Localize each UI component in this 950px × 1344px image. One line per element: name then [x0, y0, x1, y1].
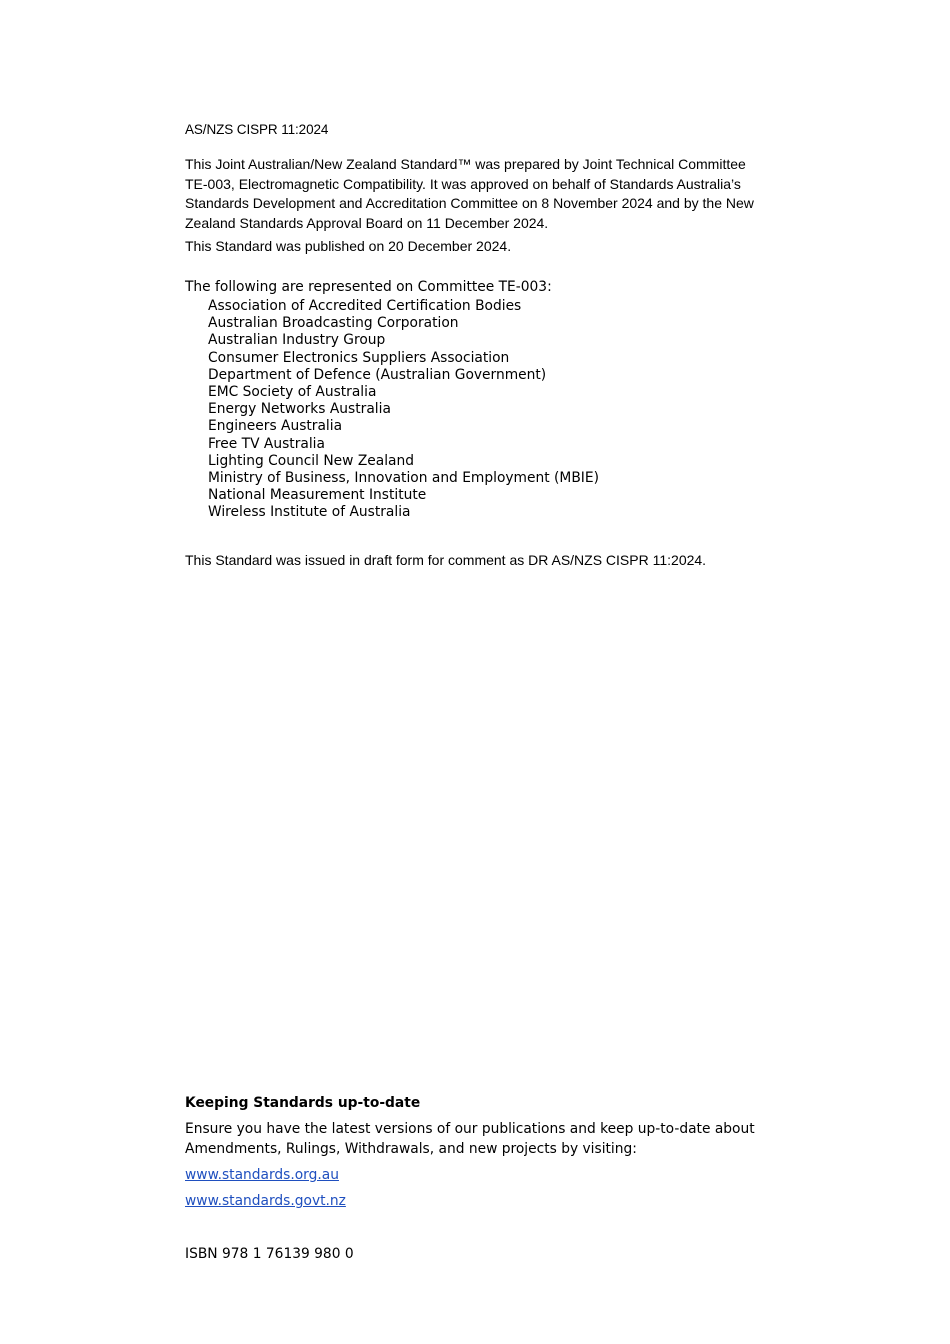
committee-member: Consumer Electronics Suppliers Association [208, 349, 510, 366]
committee-member: Lighting Council New Zealand [208, 452, 415, 469]
committee-member-list [185, 298, 599, 522]
publication-statement: This Standard was published on 20 December 2024. [185, 238, 512, 254]
keeping-up-to-date-heading: Keeping Standards up-to-date [185, 1095, 421, 1111]
committee-member: Australian Broadcasting Corporation [208, 315, 459, 332]
keeping-up-to-date-section [185, 1094, 775, 1211]
standards-nz-link[interactable]: www.standards.govt.nz [185, 1193, 346, 1209]
committee-member: Wireless Institute of Australia [208, 504, 411, 521]
committee-member: Department of Defence (Australian Government) [208, 366, 547, 383]
committee-member: National Measurement Institute [208, 487, 427, 504]
keeping-up-to-date-text: Ensure you have the latest versions of our publications and keep up-to-date about Amendments, Rulings, Withdrawals, and new projects by visiting: [185, 1121, 755, 1157]
approval-statement-block [185, 155, 765, 233]
committee-member: Australian Industry Group [208, 332, 386, 349]
committee-member: Energy Networks Australia [208, 401, 391, 418]
committee-heading: The following are represented on Committee TE-003: [185, 279, 552, 295]
standard-code: AS/NZS CISPR 11:2024 [185, 122, 329, 137]
isbn: ISBN 978 1 76139 980 0 [185, 1246, 354, 1262]
standards-australia-link[interactable]: www.standards.org.au [185, 1167, 339, 1183]
committee-member: EMC Society of Australia [208, 384, 377, 401]
draft-statement: This Standard was issued in draft form for comment as DR AS/NZS CISPR 11:2024. [185, 552, 707, 568]
committee-member: Ministry of Business, Innovation and Employment (MBIE) [208, 470, 599, 487]
committee-member: Association of Accredited Certification Bodies [208, 298, 522, 314]
committee-member: Free TV Australia [208, 435, 325, 452]
committee-section [185, 278, 599, 522]
approval-statement: This Joint Australian/New Zealand Standard™ was prepared by Joint Technical Committee TE-003, Electromagnetic Compatibility. It was approved on behalf of Standards Australia’s Standards Development and Accreditation Committee on 8 November 2024 and by the New Zealand Standards Approval Board on 11 December 2024. [185, 156, 754, 231]
committee-member: Engineers Australia [208, 418, 343, 435]
